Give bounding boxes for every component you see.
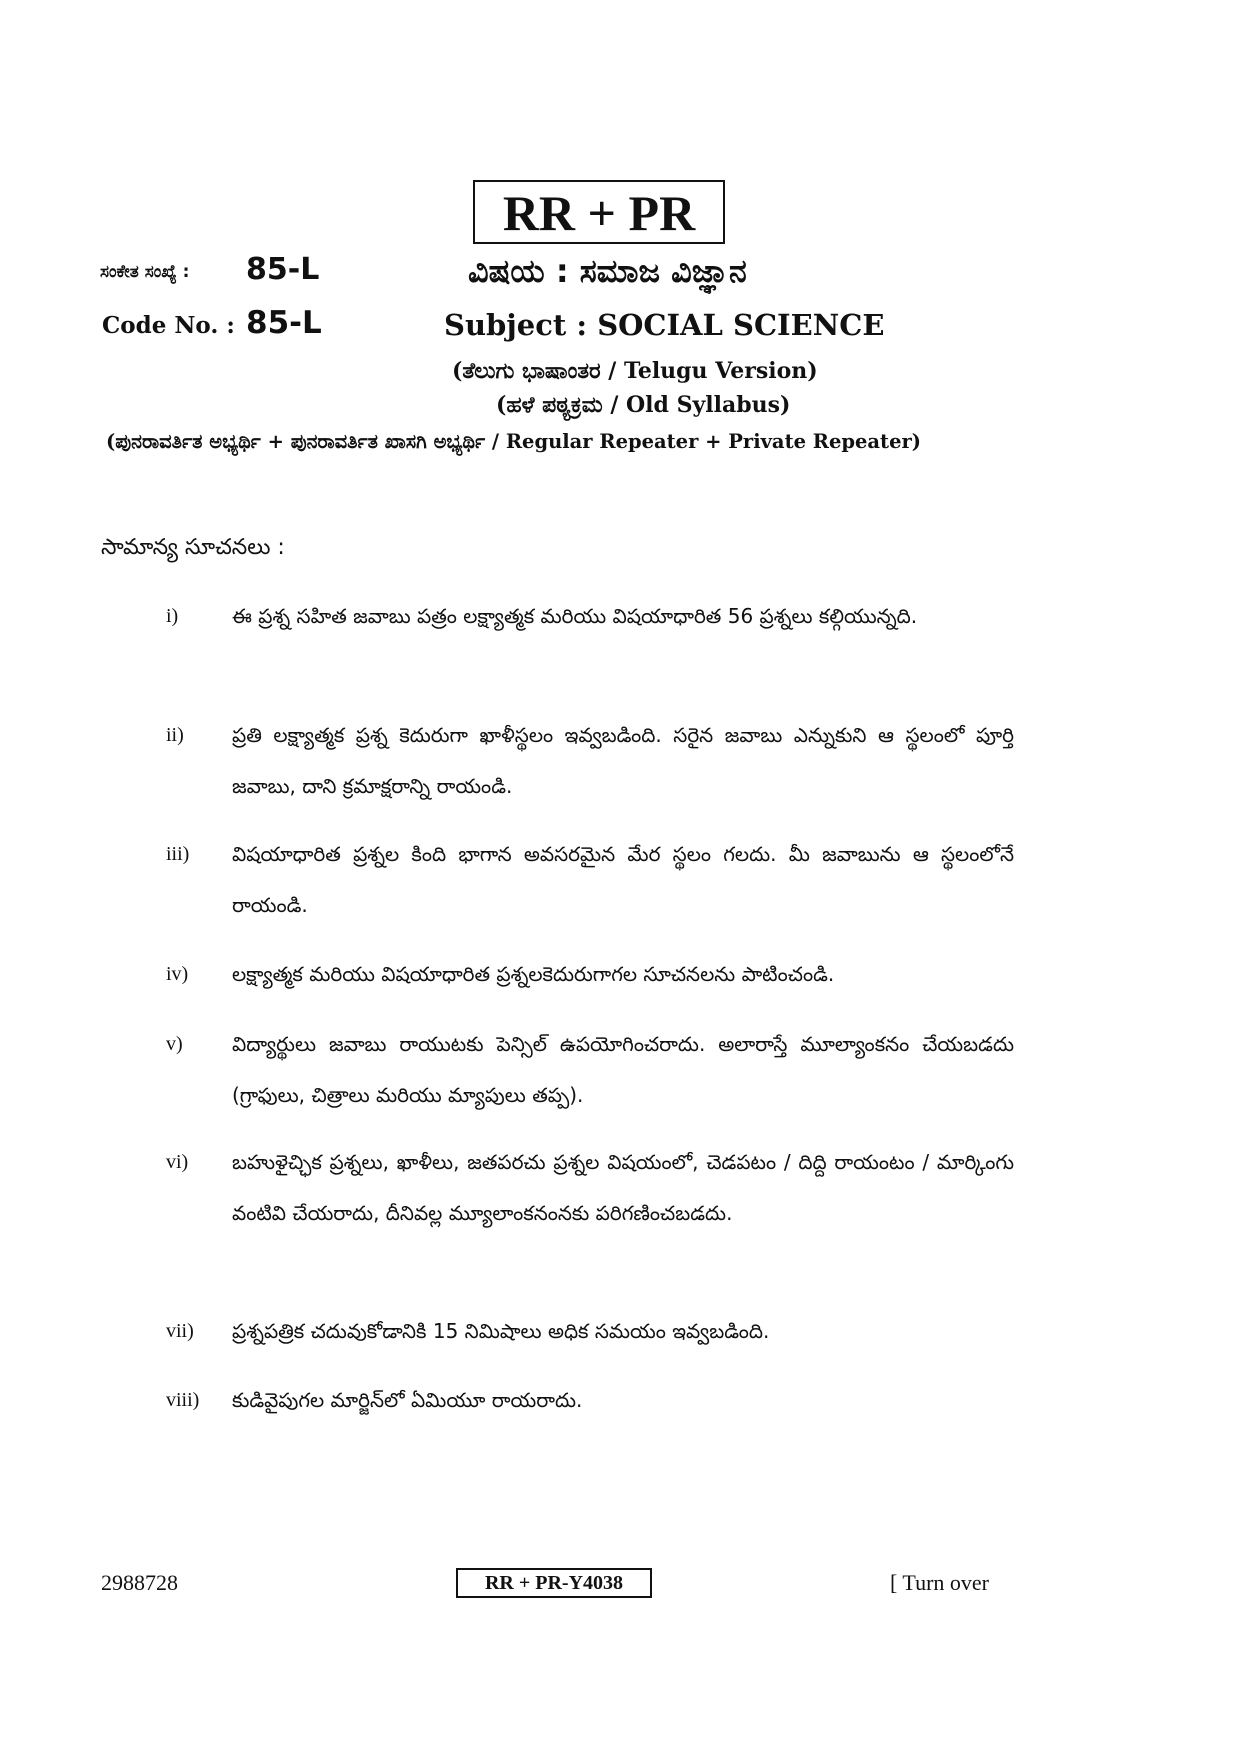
instructions-title: సామాన్య సూచనలు :: [101, 535, 285, 560]
instruction-text: ఈ ప్రశ్న సహిత జవాబు పత్రం లక్ష్యాత్మక మరియు విషయాధారిత 56 ప్రశ్నలు కల్గియున్నది.: [232, 604, 918, 628]
instruction-text: విషయాధారిత ప్రశ్నల కింది భాగాన అవసరమైన మేర స్థలం గలదు. మీ జవాబును ఆ స్థలంలోనే రాయండి.: [232, 842, 1014, 917]
instruction-text: లక్ష్యాత్మక మరియు విషయాధారిత ప్రశ్నలకెదురుగాగల సూచనలను పాటించండి.: [232, 962, 835, 986]
kannada-code-value: 85-L: [246, 252, 320, 287]
instruction-number: i): [166, 605, 179, 627]
instruction-number: vi): [166, 1151, 189, 1173]
code-label: Code No. :: [102, 312, 235, 339]
instruction-text: విద్యార్థులు జవాబు రాయుటకు పెన్సిల్ ఉపయోగించరాదు. అలారాస్తే మూల్యాంకనం చేయబడదు (గ్రాఫులు, చిత్రాలు మరియు మ్యాపులు తప్ప).: [232, 1032, 1014, 1107]
kannada-subject: ವಿಷಯ : ಸಮಾಜ ವಿಜ್ಞಾನ: [468, 252, 747, 290]
paper-badge: RR + PR: [473, 180, 725, 244]
instruction-text: ప్రశ్నపత్రిక చదువుకోడానికి 15 నిమిషాలు అధిక సమయం ఇవ్వబడింది.: [232, 1319, 770, 1343]
turn-over-note: [ Turn over: [890, 1570, 990, 1595]
instruction-number: v): [166, 1033, 183, 1055]
code-value: 85-L: [246, 305, 322, 341]
instruction-number: viii): [166, 1389, 200, 1411]
serial-number: 2988728: [101, 1570, 178, 1595]
instruction-number: iii): [166, 843, 190, 865]
instruction-number: ii): [166, 724, 184, 746]
candidate-line: (ಪುನರಾವರ್ತಿತ ಅಭ್ಯರ್ಥಿ + ಪುನರಾವರ್ತಿತ ಖಾಸಗಿ ಅಭ್ಯರ್ಥಿ / Regular Repeater + Private Repeater): [106, 430, 921, 453]
instruction-number: vii): [166, 1320, 194, 1342]
instruction-text: కుడివైపుగల మార్జిన్‌లో ఏమియూ రాయరాదు.: [232, 1388, 583, 1412]
instruction-number: iv): [166, 963, 189, 985]
instruction-text: బహుళైచ్ఛిక ప్రశ్నలు, ఖాళీలు, జతపరచు ప్రశ్నల విషయంలో, చెడపటం / దిద్ది రాయంటం / మార్కింగు వంటివి చేయరాదు, దీనివల్ల మ్యూలాంకనంనకు పరిగణించబడదు.: [232, 1150, 1014, 1225]
subject-title: Subject : SOCIAL SCIENCE: [444, 308, 885, 342]
version-line: (ತೆಲುಗು ಭಾಷಾಂತರ / Telugu Version): [452, 358, 818, 384]
kannada-code-label: ಸಂಕೇತ ಸಂಖ್ಯೆ :: [100, 262, 190, 282]
syllabus-line: (ಹಳೆ ಪಠ್ಯಕ್ರಮ / Old Syllabus): [496, 392, 791, 418]
instruction-text: ప్రతి లక్ష్యాత్మక ప్రశ్న కెదురుగా ఖాళీస్థలం ఇవ్వబడింది. సరైన జవాబు ఎన్నుకుని ఆ స్థలంలో పూర్తి జవాబు, దాని క్రమాక్షరాన్ని రాయండి.: [232, 723, 1014, 798]
paper-code-box: RR + PR-Y4038: [456, 1568, 652, 1598]
